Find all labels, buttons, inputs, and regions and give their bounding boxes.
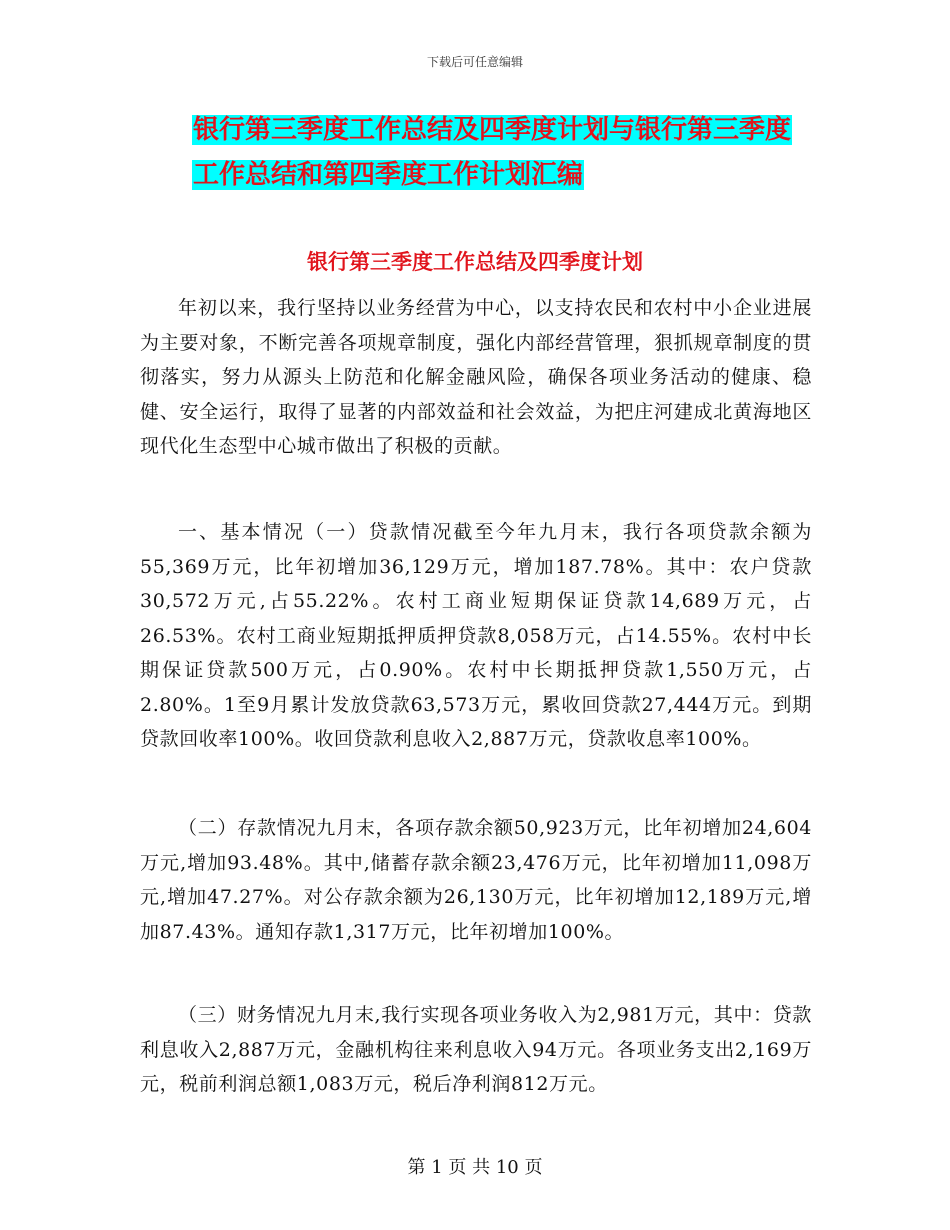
- paragraph-text: （三）财务情况九月末,我行实现各项业务收入为2,981万元，其中：贷款利息收入2,887万元，金融机构往来利息收入94万元。各项业务支出2,169万元，税前利润总额1,083万元，税后净利润812万元。: [140, 1004, 812, 1095]
- body-paragraph-intro: [140, 291, 812, 464]
- paragraph-text: （二）存款情况九月末，各项存款余额50,923万元，比年初增加24,604万元,增加93.48%。其中,储蓄存款余额23,476万元，比年初增加11,098万元,增加47.27%。对公存款余额为26,130万元，比年初增加12,189万元,增加87.43%。通知存款1,317万元，比年初增加100%。: [140, 817, 812, 943]
- title-highlight: 银行第三季度工作总结及四季度计划与银行第三季度: [193, 115, 792, 145]
- document-title-line-1: [192, 110, 892, 150]
- body-paragraph-finance: [140, 998, 812, 1102]
- header-note: 下载后可任意编辑: [426, 55, 523, 69]
- document-title-line-2: [192, 155, 892, 195]
- body-paragraph-deposits: [140, 811, 812, 949]
- paragraph-text: 一、基本情况（一）贷款情况截至今年九月末，我行各项贷款余额为55,369万元，比年初增加36,129万元，增加187.78%。其中：农户贷款30,572万元,占55.22%。农村工商业短期保证贷款14,689万元，占26.53%。农村工商业短期抵押质押贷款8,058万元，占14.55%。农村中长期保证贷款500万元，占0.90%。农村中长期抵押贷款1,550万元，占2.80%。1至9月累计发放贷款63,573万元，累收回贷款27,444万元。到期贷款回收率100%。收回贷款利息收入2,887万元，贷款收息率100%。: [140, 521, 812, 750]
- body-paragraph-loans: [140, 515, 812, 757]
- title-highlight: 工作总结和第四季度工作计划汇编: [193, 160, 584, 190]
- page-number-footer: 第 1 页 共 10 页: [407, 1157, 543, 1178]
- section-title: 银行第三季度工作总结及四季度计划: [307, 250, 643, 274]
- paragraph-text: 年初以来，我行坚持以业务经营为中心，以支持农民和农村中小企业进展为主要对象，不断完善各项规章制度，强化内部经营管理，狠抓规章制度的贯彻落实，努力从源头上防范和化解金融风险，确保各项业务活动的健康、稳健、安全运行，取得了显著的内部效益和社会效益，为把庄河建成北黄海地区现代化生态型中心城市做出了积极的贡献。: [140, 297, 812, 457]
